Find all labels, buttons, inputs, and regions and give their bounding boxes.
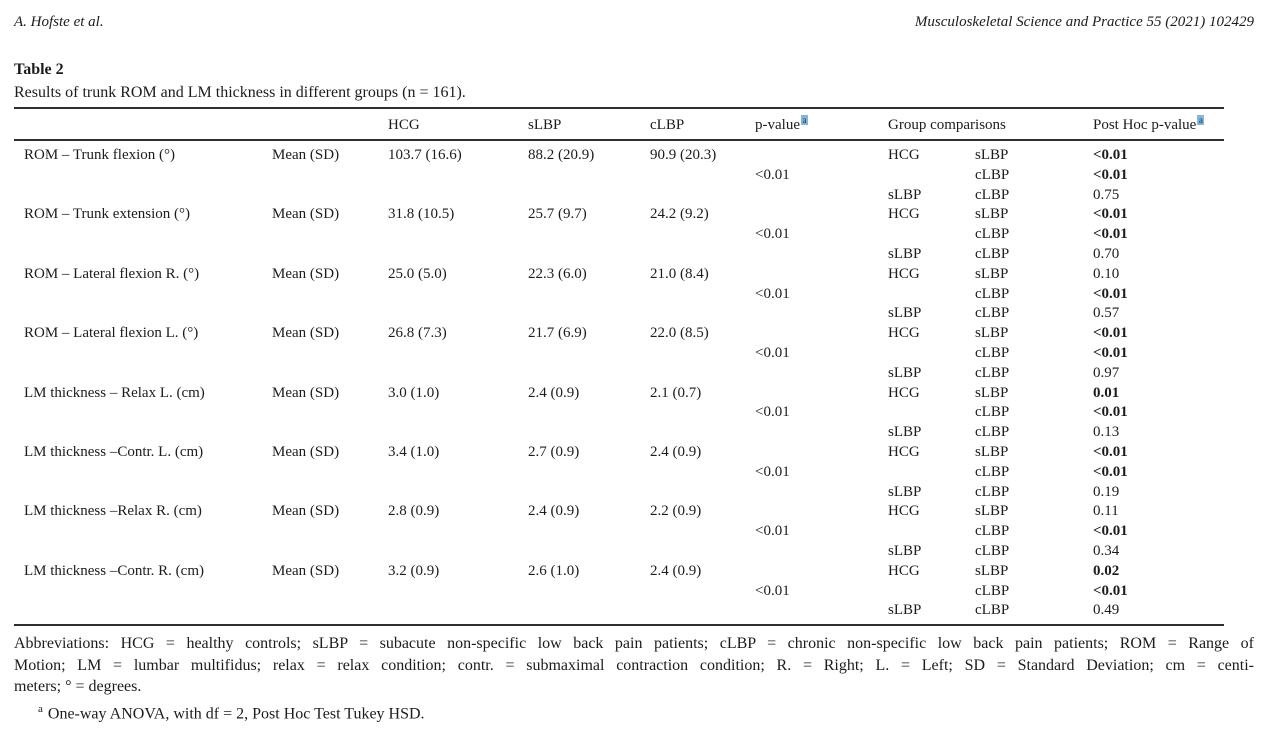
comparison-group-1: sLBP <box>888 186 922 203</box>
posthoc-p-value: 0.75 <box>1093 186 1120 203</box>
hcg-value: 3.4 (1.0) <box>388 443 440 460</box>
comparison-group-2: sLBP <box>975 443 1009 460</box>
comparison-group-1: HCG <box>888 325 920 342</box>
table-row <box>14 463 1224 483</box>
table-caption: Results of trunk ROM and LM thickness in different groups (n = 161). <box>14 84 466 101</box>
stat-label: Mean (SD) <box>272 503 340 520</box>
table-body <box>14 141 1224 624</box>
p-value: <0.01 <box>755 166 790 183</box>
posthoc-p-value: <0.01 <box>1093 523 1128 540</box>
posthoc-p-value: <0.01 <box>1093 344 1128 361</box>
comparison-group-2: cLBP <box>975 285 1010 302</box>
comparison-group-2: cLBP <box>975 186 1010 203</box>
table-row <box>14 324 1224 344</box>
posthoc-p-value: <0.01 <box>1093 147 1128 163</box>
comparison-group-2: cLBP <box>975 226 1010 243</box>
table-row <box>14 225 1224 245</box>
posthoc-p-value: <0.01 <box>1093 285 1128 302</box>
measure-label: ROM – Trunk flexion (°) <box>24 147 176 163</box>
comparison-group-1: sLBP <box>888 424 922 441</box>
abbreviations-line-2: Motion; LM = lumbar multifidus; relax = relax condition; contr. = submaximal contraction condition; R. = Right; L. = Left; SD = Standard Deviation; cm = centi- <box>14 656 1254 674</box>
p-value-label: p-value <box>755 117 800 133</box>
comparison-group-2: cLBP <box>975 364 1010 381</box>
p-value: <0.01 <box>755 463 790 480</box>
posthoc-p-value: <0.01 <box>1093 443 1128 460</box>
table-row <box>14 285 1224 305</box>
table-row <box>14 522 1224 542</box>
p-value: <0.01 <box>755 404 790 421</box>
header-p-value <box>755 109 888 141</box>
p-value: <0.01 <box>755 582 790 599</box>
hcg-value: 25.0 (5.0) <box>388 265 447 282</box>
comparison-group-1: sLBP <box>888 542 922 559</box>
table-row <box>14 265 1224 285</box>
slbp-value: 2.4 (0.9) <box>528 503 580 520</box>
posthoc-p-value: 0.11 <box>1093 503 1119 520</box>
posthoc-p-value: <0.01 <box>1093 206 1128 223</box>
clbp-value: 2.4 (0.9) <box>650 443 702 460</box>
posthoc-p-value: 0.97 <box>1093 364 1120 381</box>
footnote-a-text: One-way ANOVA, with df = 2, Post Hoc Test Tukey HSD. <box>47 704 425 722</box>
post-hoc-label: Post Hoc p-value <box>1093 117 1197 133</box>
comparison-group-2: cLBP <box>975 404 1010 421</box>
posthoc-p-value: 0.49 <box>1093 602 1120 619</box>
hcg-value: 3.0 (1.0) <box>388 384 440 401</box>
posthoc-p-value: <0.01 <box>1093 325 1128 342</box>
table-row <box>14 166 1224 186</box>
comparison-group-1: sLBP <box>888 305 922 322</box>
slbp-value: 22.3 (6.0) <box>528 265 587 282</box>
comparison-group-1: sLBP <box>888 483 922 500</box>
table-row <box>14 344 1224 364</box>
stat-label: Mean (SD) <box>272 384 340 401</box>
p-value: <0.01 <box>755 226 790 243</box>
comparison-group-2: sLBP <box>975 325 1009 342</box>
table-row <box>14 186 1224 206</box>
comparison-group-2: cLBP <box>975 523 1010 540</box>
stat-label: Mean (SD) <box>272 265 340 282</box>
table-row <box>14 601 1224 621</box>
comparison-group-2: sLBP <box>975 147 1009 163</box>
measure-label: LM thickness –Contr. R. (cm) <box>24 562 204 579</box>
table-row <box>14 443 1224 463</box>
table-row <box>14 245 1224 265</box>
table-caption-block <box>14 58 1254 104</box>
comparison-group-1: HCG <box>888 147 920 163</box>
measure-label: ROM – Lateral flexion R. (°) <box>24 265 200 282</box>
comparison-group-2: cLBP <box>975 166 1010 183</box>
header-group-comparisons: Group comparisons <box>888 117 1006 133</box>
measure-label: LM thickness – Relax L. (cm) <box>24 384 205 401</box>
table-row <box>14 364 1224 384</box>
comparison-group-1: sLBP <box>888 602 922 619</box>
comparison-group-2: sLBP <box>975 503 1009 520</box>
comparison-group-1: sLBP <box>888 364 922 381</box>
table-row <box>14 483 1224 503</box>
slbp-value: 25.7 (9.7) <box>528 206 587 223</box>
stat-label: Mean (SD) <box>272 206 340 223</box>
slbp-value: 88.2 (20.9) <box>528 147 595 163</box>
hcg-value: 2.8 (0.9) <box>388 503 440 520</box>
results-table <box>14 107 1224 626</box>
table-row <box>14 502 1224 522</box>
hcg-value: 31.8 (10.5) <box>388 206 455 223</box>
comparison-group-1: HCG <box>888 503 920 520</box>
clbp-value: 2.1 (0.7) <box>650 384 702 401</box>
author-line: A. Hofste et al. <box>14 14 104 30</box>
posthoc-p-value: 0.01 <box>1093 384 1120 401</box>
comparison-group-2: sLBP <box>975 206 1009 223</box>
slbp-value: 2.7 (0.9) <box>528 443 580 460</box>
measure-label: LM thickness –Contr. L. (cm) <box>24 443 204 460</box>
posthoc-p-value: 0.10 <box>1093 265 1120 282</box>
stat-label: Mean (SD) <box>272 443 340 460</box>
table-row <box>14 562 1224 582</box>
comparison-group-2: sLBP <box>975 384 1009 401</box>
table-label: Table 2 <box>14 61 64 78</box>
posthoc-p-value: 0.02 <box>1093 562 1120 579</box>
table-row <box>14 423 1224 443</box>
posthoc-p-value: 0.70 <box>1093 245 1120 262</box>
posthoc-p-value: 0.57 <box>1093 305 1120 322</box>
table-row <box>14 304 1224 324</box>
p-value: <0.01 <box>755 523 790 540</box>
header-slbp: sLBP <box>528 117 562 133</box>
comparison-group-2: cLBP <box>975 245 1010 262</box>
measure-label: ROM – Trunk extension (°) <box>24 206 191 223</box>
comparison-group-2: cLBP <box>975 483 1010 500</box>
clbp-value: 22.0 (8.5) <box>650 325 709 342</box>
comparison-group-2: cLBP <box>975 305 1010 322</box>
footnote-a-link[interactable]: a <box>1198 115 1203 125</box>
stat-label: Mean (SD) <box>272 325 340 342</box>
stat-label: Mean (SD) <box>272 562 340 579</box>
comparison-group-2: cLBP <box>975 463 1010 480</box>
comparison-group-2: cLBP <box>975 602 1010 619</box>
table-row <box>14 403 1224 423</box>
comparison-group-2: cLBP <box>975 582 1010 599</box>
comparison-group-1: HCG <box>888 265 920 282</box>
comparison-group-1: HCG <box>888 206 920 223</box>
table-footer <box>14 633 1254 724</box>
posthoc-p-value: 0.34 <box>1093 542 1120 559</box>
measure-label: ROM – Lateral flexion L. (°) <box>24 325 199 342</box>
posthoc-p-value: <0.01 <box>1093 582 1128 599</box>
footnote-a <box>14 699 1254 725</box>
hcg-value: 3.2 (0.9) <box>388 562 440 579</box>
p-value: <0.01 <box>755 344 790 361</box>
table-row <box>14 146 1224 166</box>
comparison-group-1: HCG <box>888 443 920 460</box>
table-row <box>14 542 1224 562</box>
posthoc-p-value: 0.13 <box>1093 424 1120 441</box>
comparison-group-2: cLBP <box>975 542 1010 559</box>
stat-label: Mean (SD) <box>272 147 340 163</box>
measure-label: LM thickness –Relax R. (cm) <box>24 503 202 520</box>
posthoc-p-value: <0.01 <box>1093 463 1128 480</box>
clbp-value: 2.4 (0.9) <box>650 562 702 579</box>
comparison-group-1: HCG <box>888 384 920 401</box>
comparison-group-2: cLBP <box>975 344 1010 361</box>
clbp-value: 90.9 (20.3) <box>650 147 717 163</box>
comparison-group-1: HCG <box>888 562 920 579</box>
clbp-value: 21.0 (8.4) <box>650 265 709 282</box>
table-row <box>14 205 1224 225</box>
hcg-value: 103.7 (16.6) <box>388 147 462 163</box>
footnote-a-link[interactable]: a <box>802 115 807 125</box>
posthoc-p-value: 0.19 <box>1093 483 1120 500</box>
abbreviations-line-3: meters; ° = degrees. <box>14 678 142 696</box>
header-hcg: HCG <box>388 117 420 133</box>
p-value: <0.01 <box>755 285 790 302</box>
posthoc-p-value: <0.01 <box>1093 166 1128 183</box>
slbp-value: 21.7 (6.9) <box>528 325 587 342</box>
header-post-hoc <box>1093 109 1224 141</box>
header-clbp: cLBP <box>650 117 685 133</box>
comparison-group-2: cLBP <box>975 424 1010 441</box>
clbp-value: 24.2 (9.2) <box>650 206 709 223</box>
slbp-value: 2.6 (1.0) <box>528 562 580 579</box>
journal-line: Musculoskeletal Science and Practice 55 (2021) 102429 <box>914 14 1254 30</box>
comparison-group-2: sLBP <box>975 265 1009 282</box>
comparison-group-1: sLBP <box>888 245 922 262</box>
footnote-a-marker: a <box>38 702 43 715</box>
running-head <box>14 12 1254 32</box>
table-row <box>14 384 1224 404</box>
hcg-value: 26.8 (7.3) <box>388 325 447 342</box>
clbp-value: 2.2 (0.9) <box>650 503 702 520</box>
abbreviations-line-1: Abbreviations: HCG = healthy controls; sLBP = subacute non-specific low back pain patients; cLBP = chronic non-specific low back pain patients; ROM = Range of <box>14 635 1254 653</box>
posthoc-p-value: <0.01 <box>1093 226 1128 243</box>
slbp-value: 2.4 (0.9) <box>528 384 580 401</box>
posthoc-p-value: <0.01 <box>1093 404 1128 421</box>
comparison-group-2: sLBP <box>975 562 1009 579</box>
table-row <box>14 582 1224 602</box>
table-header-row <box>14 109 1224 141</box>
